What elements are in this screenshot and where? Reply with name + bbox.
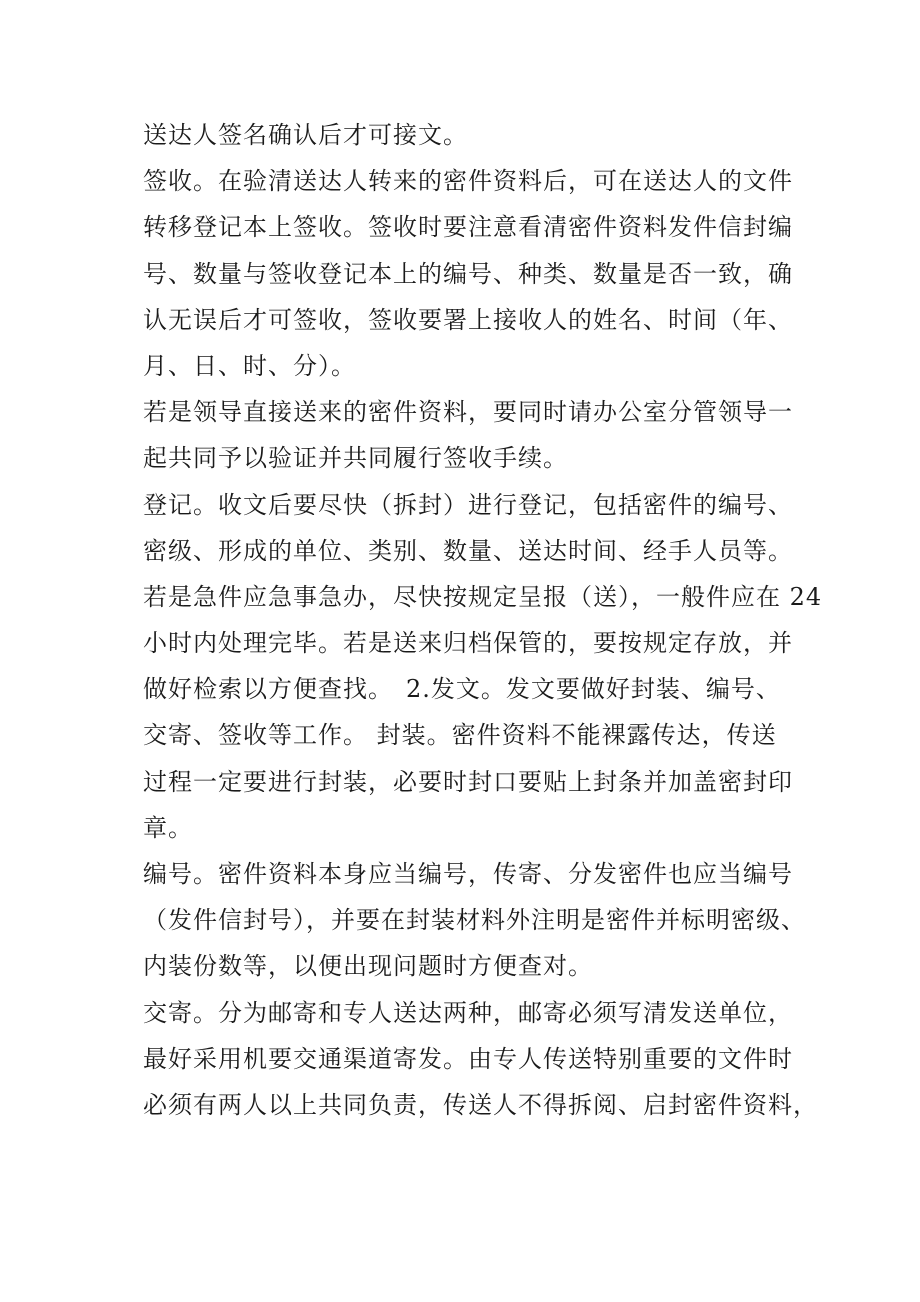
text-line: 章。 xyxy=(143,813,193,842)
text-line: 若是领导直接送来的密件资料，要同时请办公室分管领导一 xyxy=(143,398,793,427)
text-line: 最好采用机要交通渠道寄发。由专人传送特别重要的文件时 xyxy=(143,1044,793,1073)
text-line: 做好检索以方便查找。 2.发文。发文要做好封装、编号、 xyxy=(143,675,781,704)
text-line: 交寄、签收等工作。 封装。密件资料不能裸露传达，传送 xyxy=(143,721,777,750)
text-line: 登记。收文后要尽快（拆封）进行登记，包括密件的编号、 xyxy=(143,490,793,519)
text-line: 编号。密件资料本身应当编号，传寄、分发密件也应当编号 xyxy=(143,860,793,888)
text-line: 若是急件应急事急办，尽快按规定呈报（送），一般件应在 24 xyxy=(143,582,823,611)
text-line: 号、数量与签收登记本上的编号、种类、数量是否一致，确 xyxy=(143,259,793,288)
text-line: 密级、形成的单位、类别、数量、送达时间、经手人员等。 xyxy=(143,536,793,565)
text-line: 必须有两人以上共同负责，传送人不得拆阅、启封密件资料， xyxy=(143,1090,818,1119)
text-line: 签收。在验清送达人转来的密件资料后，可在送达人的文件 xyxy=(143,167,793,196)
document-body xyxy=(143,112,823,1128)
text-line: 内装份数等，以便出现问题时方便查对。 xyxy=(143,952,593,981)
text-line: 认无误后才可签收，签收要署上接收人的姓名、时间（年、 xyxy=(143,305,793,334)
text-line: 过程一定要进行封装，必要时封口要贴上封条并加盖密封印 xyxy=(143,767,793,796)
text-line: 小时内处理完毕。若是送来归档保管的，要按规定存放，并 xyxy=(143,629,793,658)
text-line: 起共同予以验证并共同履行签收手续。 xyxy=(143,444,568,473)
text-line: （发件信封号），并要在封装材料外注明是密件并标明密级、 xyxy=(143,906,806,935)
text-line: 月、日、时、分）。 xyxy=(143,351,356,380)
text-line: 交寄。分为邮寄和专人送达两种，邮寄必须写清发送单位， xyxy=(143,998,793,1027)
text-line: 送达人签名确认后才可接文。 xyxy=(143,121,468,149)
text-line: 转移登记本上签收。签收时要注意看清密件资料发件信封编 xyxy=(143,213,793,242)
